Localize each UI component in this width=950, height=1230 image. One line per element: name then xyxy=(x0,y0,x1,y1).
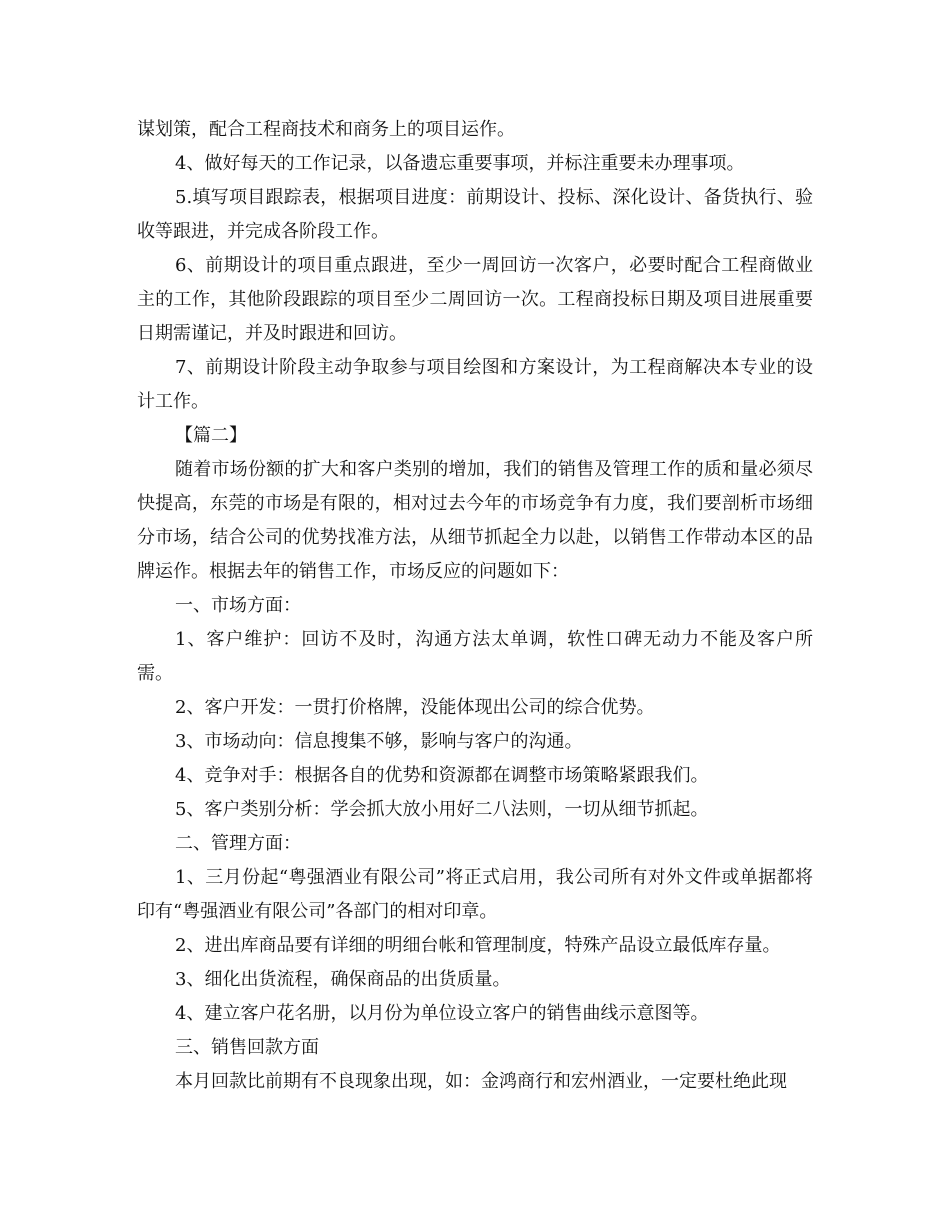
subheading-market: 一、市场方面： xyxy=(175,595,301,616)
paragraph-9: 3、市场动向：信息搜集不够，影响与客户的沟通。 xyxy=(175,731,583,752)
section-heading-2: 【篇二】 xyxy=(175,425,247,446)
paragraph-3: 5.填写项目跟踪表，根据项目进度：前期设计、投标、深化设计、备货执行、验收等跟进，并完成各阶段工作。 xyxy=(137,187,813,242)
paragraph-7: 1、客户维护：回访不及时，沟通方法太单调，软性口碑无动力不能及客户所需。 xyxy=(137,629,813,684)
paragraph-5: 7、前期设计阶段主动争取参与项目绘图和方案设计，为工程商解决本专业的设计工作。 xyxy=(137,357,813,412)
paragraph-12: 1、三月份起“粤强酒业有限公司”将正式启用，我公司所有对外文件或单据都将印有“粤强酒业有限公司”各部门的相对印章。 xyxy=(137,867,813,922)
paragraph-4: 6、前期设计的项目重点跟进，至少一周回访一次客户，必要时配合工程商做业主的工作，其他阶段跟踪的项目至少二周回访一次。工程商投标日期及项目进展重要日期需谨记，并及时跟进和回访。 xyxy=(137,255,813,344)
paragraph-10: 4、竞争对手：根据各自的优势和资源都在调整市场策略紧跟我们。 xyxy=(175,765,709,786)
paragraph-14: 3、细化出货流程，确保商品的出货质量。 xyxy=(175,969,511,990)
paragraph-1: 谋划策，配合工程商技术和商务上的项目运作。 xyxy=(137,119,515,140)
paragraph-8: 2、客户开发：一贯打价格牌，没能体现出公司的综合优势。 xyxy=(175,697,655,718)
paragraph-2: 4、做好每天的工作记录，以备遗忘重要事项，并标注重要未办理事项。 xyxy=(175,153,745,174)
subheading-sales-payment: 三、销售回款方面 xyxy=(175,1037,319,1058)
paragraph-13: 2、进出库商品要有详细的明细台帐和管理制度，特殊产品设立最低库存量。 xyxy=(175,935,781,956)
paragraph-6: 随着市场份额的扩大和客户类别的增加，我们的销售及管理工作的质和量必须尽快提高，东莞的市场是有限的，相对过去今年的市场竞争有力度，我们要剖析市场细分市场，结合公司的优势找准方法，从细节抓起全力以赴，以销售工作带动本区的品牌运作。根据去年的销售工作，市场反应的问题如下： xyxy=(137,459,813,582)
subheading-management: 二、管理方面： xyxy=(175,833,301,854)
paragraph-16: 本月回款比前期有不良现象出现，如：金鸿商行和宏州酒业，一定要杜绝此现 xyxy=(175,1071,787,1092)
paragraph-15: 4、建立客户花名册，以月份为单位设立客户的销售曲线示意图等。 xyxy=(175,1003,709,1024)
document-body xyxy=(137,113,813,1099)
paragraph-11: 5、客户类别分析：学会抓大放小用好二八法则，一切从细节抓起。 xyxy=(175,799,709,820)
